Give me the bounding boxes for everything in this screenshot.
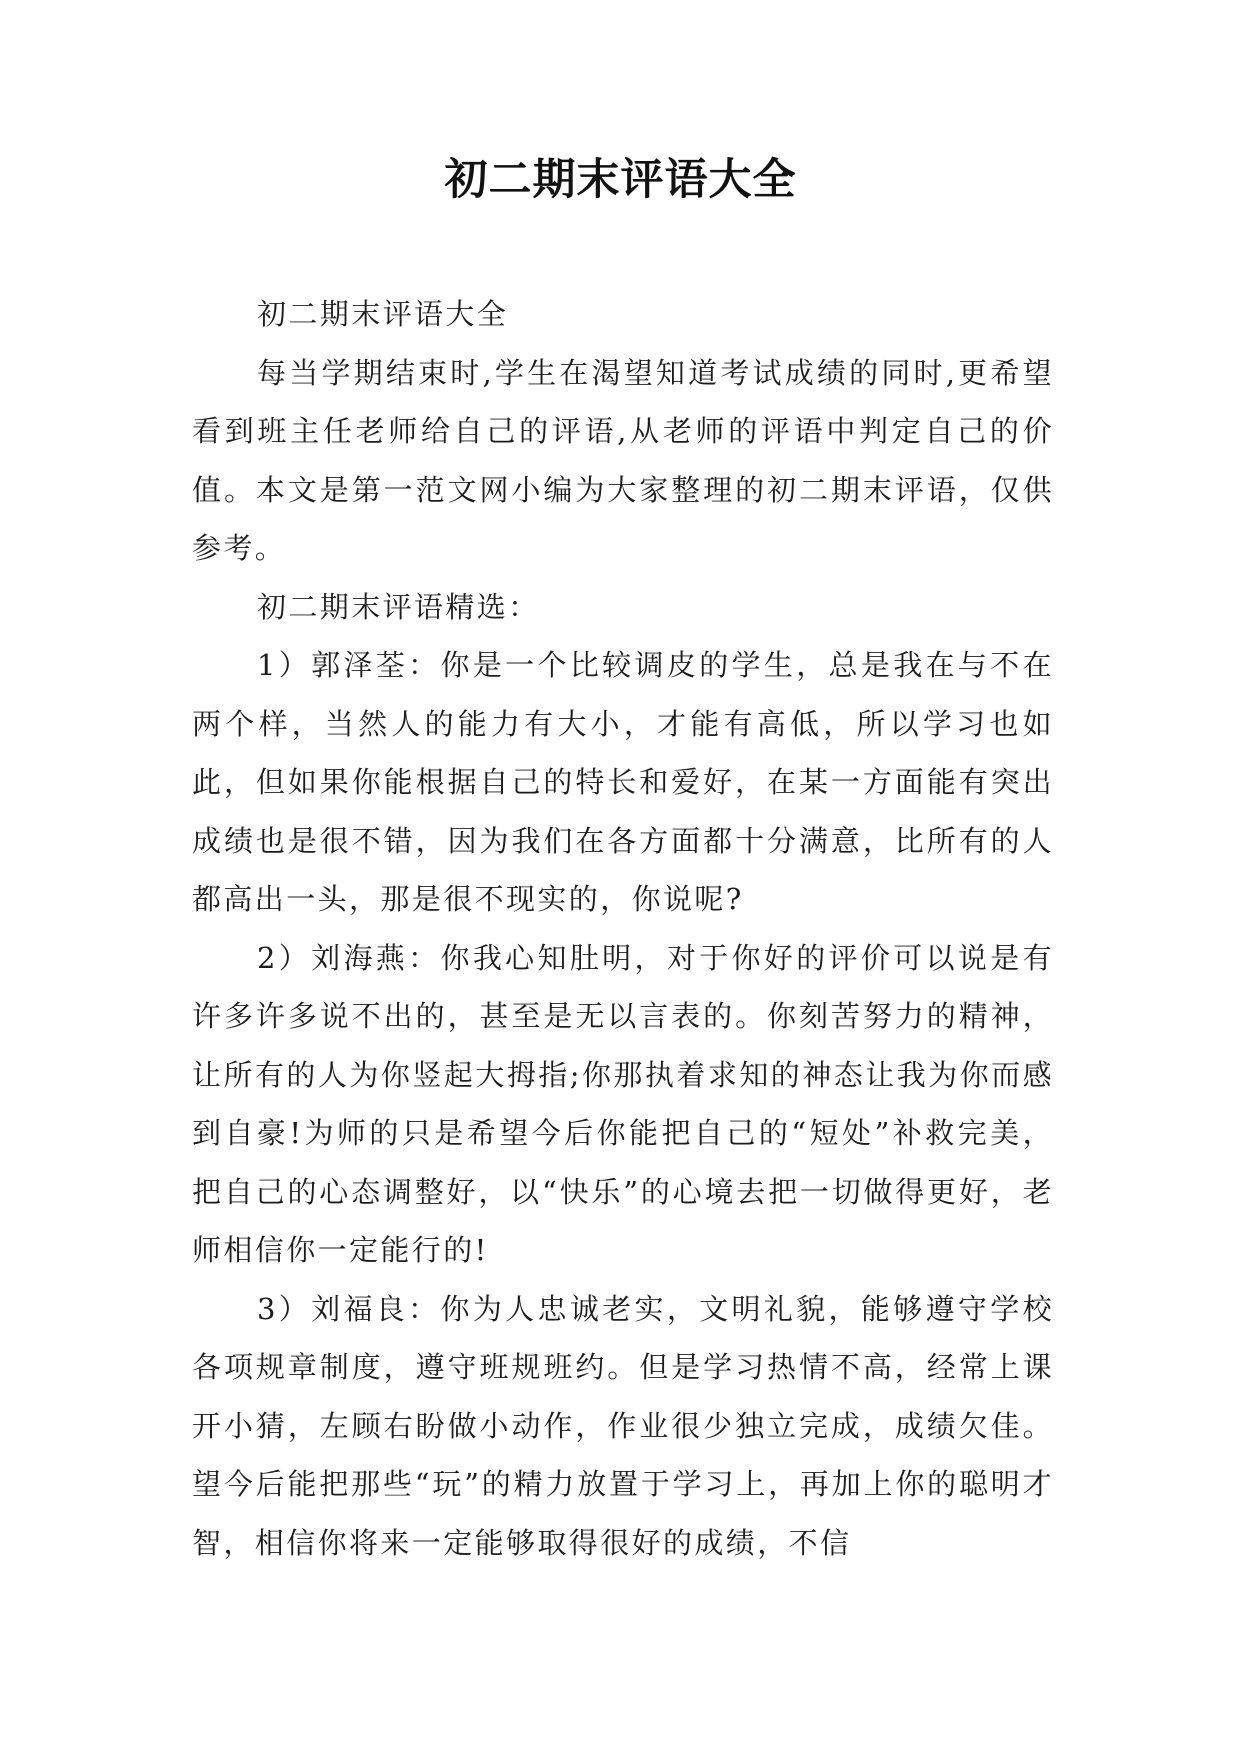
document-title: 初二期末评语大全: [444, 155, 797, 205]
document-body: [192, 285, 1054, 1572]
section-heading-paragraph: 初二期末评语精选：: [257, 589, 540, 624]
comment-paragraph-3: 3）刘福良：你为人忠诚老实，文明礼貌，能够遵守学校各项规章制度，遵守班规班约。但是学习热情不高，经常上课开小猜，左顾右盼做小动作，作业很少独立完成，成绩欠佳。望今后能把那些“玩”的精力放置于学习上，再加上你的聪明才智，相信你将来一定能够取得很好的成绩，不信: [192, 1291, 1054, 1560]
comment-paragraph-1: 1）郭泽荃：你是一个比较调皮的学生，总是我在与不在两个样，当然人的能力有大小，才能有高低，所以学习也如此，但如果你能根据自己的特长和爱好，在某一方面能有突出成绩也是很不错，因为我们在各方面都十分满意，比所有的人都高出一头，那是很不现实的，你说呢?: [192, 648, 1054, 916]
comment-paragraph-2: 2）刘海燕：你我心知肚明，对于你好的评价可以说是有许多许多说不出的，甚至是无以言表的。你刻苦努力的精神，让所有的人为你竖起大拇指;你那执着求知的神态让我为你而感到自豪!为师的只是希望今后你能把自己的“短处”补救完美，把自己的心态调整好，以“快乐”的心境去把一切做得更好，老师相信你一定能行的!: [192, 940, 1054, 1267]
subtitle-paragraph: 初二期末评语大全: [257, 297, 509, 331]
intro-paragraph: 每当学期结束时,学生在渴望知道考试成绩的同时,更希望看到班主任老师给自己的评语,从老师的评语中判定自己的价值。本文是第一范文网小编为大家整理的初二期末评语，仅供参考。: [192, 355, 1054, 565]
